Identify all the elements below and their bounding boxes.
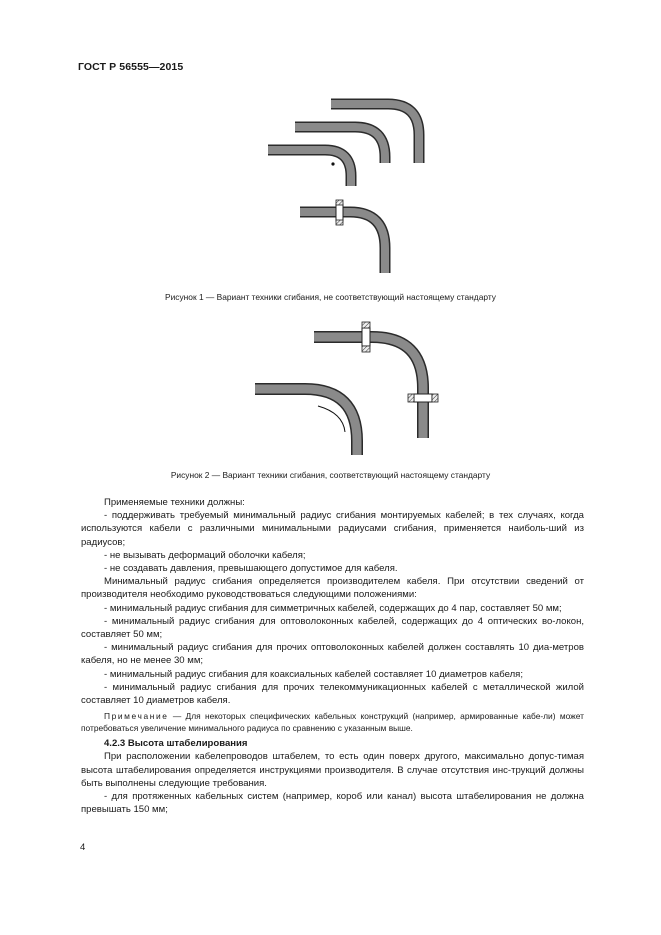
note-text: — Для некоторых специфических кабельных конструкций (например, армированные кабе-ли) может потребоваться увеличение минимального радиуса по сравнению с указанным выше. (81, 711, 584, 734)
clamp-icon (408, 394, 438, 402)
paragraph: Применяемые техники должны: (104, 497, 245, 508)
note (81, 710, 584, 734)
list-item: - минимальный радиус сгибания для симметричных кабелей, содержащих до 4 пар, составляет 50 мм; (104, 602, 562, 614)
list-item: - минимальный радиус сгибания для оптоволоконных кабелей, содержащих до 4 оптических во-локон, составляет 50 мм; (81, 615, 584, 641)
paragraph: При расположении кабелепроводов штабелем, то есть один поверх другого, максимально допус-тимая высота штабелирования определяется инструкциями производителя. В случае отсутствия инс-трукций должны быть выполнены следующие требования. (81, 751, 584, 789)
clamp-icon (362, 322, 370, 352)
note-label: Примечание (104, 711, 169, 722)
page-number: 4 (80, 842, 86, 853)
document-header: ГОСТ Р 56555—2015 (78, 61, 184, 73)
list-item: - поддерживать требуемый минимальный радиус сгибания монтируемых кабелей; в тех случаях, когда используются кабели с различными минимальными радиусами сгибания, применяется наиболь-ший из радиусов; (81, 510, 584, 548)
list-item: - минимальный радиус сгибания для коаксиальных кабелей составляет 10 диаметров кабеля; (104, 668, 523, 680)
figure-2-drawing (0, 315, 661, 475)
body-text (81, 496, 584, 816)
radius-arc (318, 406, 345, 432)
list-item: - минимальный радиус сгибания для прочих телекоммуникационных кабелей с металлической жилой составляет 10 диаметров кабеля. (81, 681, 584, 707)
figure-1-caption: Рисунок 1 — Вариант техники сгибания, не соответствующий настоящему стандарту (165, 292, 496, 302)
list-item: - для протяженных кабельных систем (например, короб или канал) высота штабелирования не должна превышать 150 мм; (81, 791, 584, 816)
figure-1-drawing (0, 0, 661, 290)
list-item: - минимальный радиус сгибания для прочих оптоволоконных кабелей должен составлять 10 диа-метров кабеля, но не менее 30 мм; (81, 642, 584, 667)
list-item: - не создавать давления, превышающего допустимое для кабеля. (104, 563, 398, 575)
figure-2-caption: Рисунок 2 — Вариант техники сгибания, соответствующий настоящему стандарту (170, 470, 491, 480)
section-title: 4.2.3 Высота штабелирования (104, 738, 248, 750)
clamp-icon (336, 200, 343, 225)
paragraph: Минимальный радиус сгибания определяется производителем кабеля. При отсутствии сведений от производителя необходимо руководствоваться следующими положениями: (81, 576, 584, 601)
list-item: - не вызывать деформаций оболочки кабеля; (104, 549, 306, 561)
